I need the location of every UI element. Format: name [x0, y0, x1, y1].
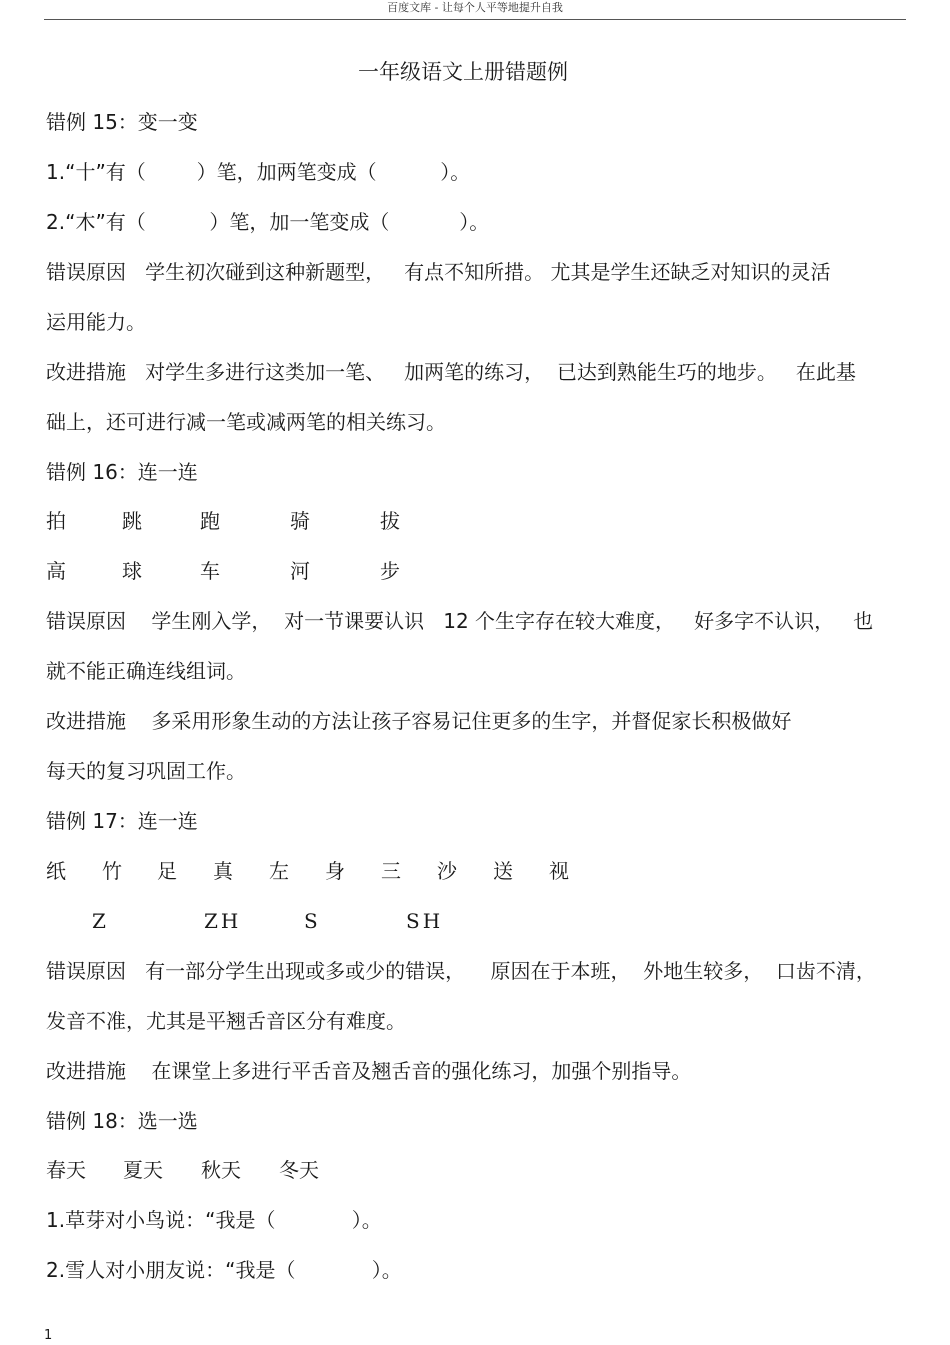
- e18-option: 秋天: [201, 1158, 241, 1182]
- e16-row2-char: 车: [200, 559, 220, 583]
- e16-row2-char: 高: [46, 559, 66, 583]
- page-number: 1: [44, 1328, 53, 1343]
- e18-question-2: 2.雪人对小朋友说：“我是（ ）。: [46, 1258, 402, 1282]
- e17-pinyin: SH: [406, 909, 444, 933]
- e15-measure-line-2: 础上，还可进行减一笔或减两笔的相关练习。: [46, 410, 446, 434]
- e17-char: 纸: [46, 859, 66, 883]
- e16-row1-char: 跑: [200, 509, 220, 533]
- e17-char: 三: [381, 859, 401, 883]
- e15-reason-line-2: 运用能力。: [46, 310, 146, 334]
- e17-char: 沙: [437, 859, 457, 883]
- e17-char: 送: [493, 859, 513, 883]
- page-header: 百度文库 - 让每个人平等地提升自我: [387, 1, 563, 14]
- e16-row2-char: 步: [380, 559, 400, 583]
- e16-row-2: [46, 557, 886, 585]
- e16-measure-line-2: 每天的复习巩固工作。: [46, 759, 246, 783]
- e16-row1-char: 骑: [290, 509, 310, 533]
- e17-pinyin: Z: [92, 909, 106, 933]
- e16-measure-line-1: 改进措施 多采用形象生动的方法让孩子容易记住更多的生字，并督促家长积极做好: [46, 709, 792, 733]
- e18-options-row: [46, 1156, 886, 1184]
- e16-reason-line-2: 就不能正确连线组词。: [46, 659, 246, 683]
- e17-reason-line-1: 错误原因 有一部分学生出现或多或少的错误， 原因在于本班， 外地生较多， 口齿不清，: [46, 959, 876, 983]
- e17-measure-line-1: 改进措施 在课堂上多进行平舌音及翘舌音的强化练习，加强个别指导。: [46, 1059, 692, 1083]
- e18-question-1: 1.草芽对小鸟说：“我是（ ）。: [46, 1208, 382, 1232]
- e17-heading: 错例 17：连一连: [46, 809, 198, 833]
- e16-reason-line-1: 错误原因 学生刚入学， 对一节课要认识 12 个生字存在较大难度， 好多字不认识， 也: [46, 609, 874, 633]
- header-rule: [44, 19, 906, 20]
- e18-heading: 错例 18：选一选: [46, 1109, 198, 1133]
- e16-row2-char: 河: [290, 559, 310, 583]
- e17-char: 竹: [102, 859, 122, 883]
- e15-measure-line-1: 改进措施 对学生多进行这类加一笔、 加两笔的练习， 已达到熟能生巧的地步。 在此基: [46, 360, 856, 384]
- e18-option: 春天: [46, 1158, 86, 1182]
- e16-row2-char: 球: [122, 559, 142, 583]
- document-title: 一年级语文上册错题例: [358, 60, 568, 84]
- e17-reason-line-2: 发音不准，尤其是平翘舌音区分有难度。: [46, 1009, 406, 1033]
- e16-row1-char: 拍: [46, 509, 66, 533]
- e15-question-1: 1.“十”有（ ）笔，加两笔变成（ ）。: [46, 160, 471, 184]
- e17-char: 视: [549, 859, 569, 883]
- e17-pinyin: ZH: [204, 909, 242, 933]
- e16-row-1: [46, 507, 886, 535]
- e16-row1-char: 拔: [380, 509, 400, 533]
- e17-pinyin-row: [46, 907, 886, 935]
- e15-reason-line-1: 错误原因 学生初次碰到这种新题型， 有点不知所措。 尤其是学生还缺乏对知识的灵活: [46, 260, 831, 284]
- e18-option: 夏天: [123, 1158, 163, 1182]
- e15-heading: 错例 15：变一变: [46, 110, 198, 134]
- e17-char: 身: [325, 859, 345, 883]
- e18-option: 冬天: [279, 1158, 319, 1182]
- e17-char: 足: [157, 859, 177, 883]
- e17-pinyin: S: [304, 909, 318, 933]
- e17-chars-row: [46, 857, 886, 885]
- e17-char: 真: [213, 859, 233, 883]
- e16-row1-char: 跳: [122, 509, 142, 533]
- e15-question-2: 2.“木”有（ ）笔，加一笔变成（ ）。: [46, 210, 490, 234]
- e16-heading: 错例 16：连一连: [46, 460, 198, 484]
- e17-char: 左: [269, 859, 289, 883]
